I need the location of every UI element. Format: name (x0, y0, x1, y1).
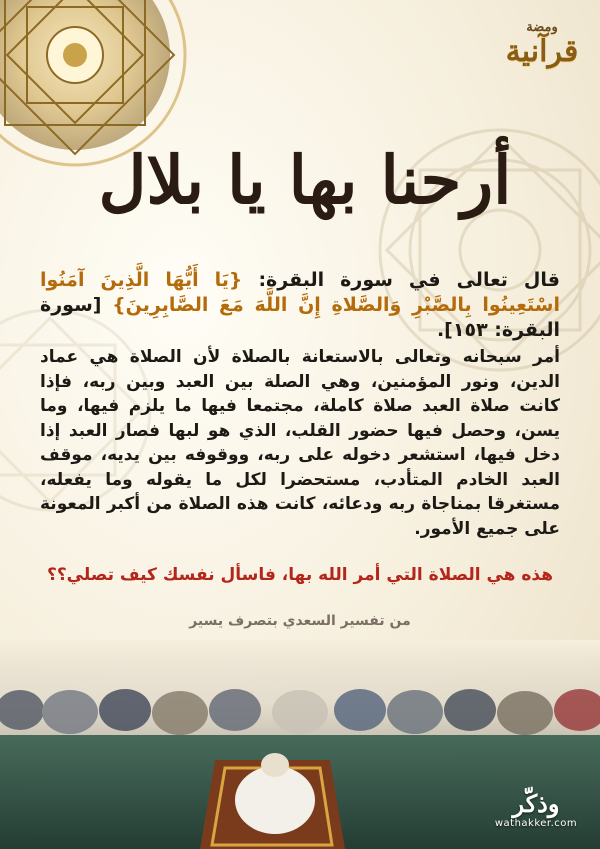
source-citation: من تفسير السعدي بتصرف يسير (189, 613, 411, 629)
logo-url: wathakker.com (494, 818, 578, 829)
brand-logo (502, 20, 582, 69)
quran-verse (40, 268, 560, 343)
brand-big-text: قرآنية (505, 34, 579, 69)
wathakker-logo (486, 790, 586, 829)
verse-ayah: {يَا أَيُّهَا الَّذِينَ آمَنُوا اسْتَعِينُوا بِالصَّبْرِ وَالصَّلاةِ إِنَّ اللَّهَ مَعَ الصَّابِرِينَ} (40, 269, 560, 316)
verse-intro: قال تعالى في سورة البقرة: (258, 269, 560, 291)
tafsir-paragraph: أمر سبحانه وتعالى بالاستعانة بالصلاة لأن الصلاة هي عماد الدين، ونور المؤمنين، وهي الصلة بين العبد وبين ربه، فإذا كانت صلاة العبد صلاة كاملة، مجتمعا فيها ما يلزم فيها، وما يسن، وحصل فيها حضور القلب، الذي هو لبها فصار العبد إذا دخل فيها، استشعر دخوله على ربه، ووقوفه بين يديه، موقف العبد الخادم المتأدب، مستحضرا لكل ما يقوله وما يفعله، مستغرقا بمناجاة ربه ودعائه، كانت هذه الصلاة من أكبر المعونة على جميع الأمور. (40, 347, 560, 539)
verse-reference: [سورة البقرة: ١٥٣]. (40, 294, 560, 341)
brand-small-text: ومضة (526, 20, 558, 35)
logo-word: وذكّر (512, 789, 560, 818)
page-title: أرحنا بها يا بلال (98, 141, 512, 219)
reflection-question: هذه هي الصلاة التي أمر الله بها، فاسأل نفسك كيف تصلي؟؟ (46, 565, 554, 585)
